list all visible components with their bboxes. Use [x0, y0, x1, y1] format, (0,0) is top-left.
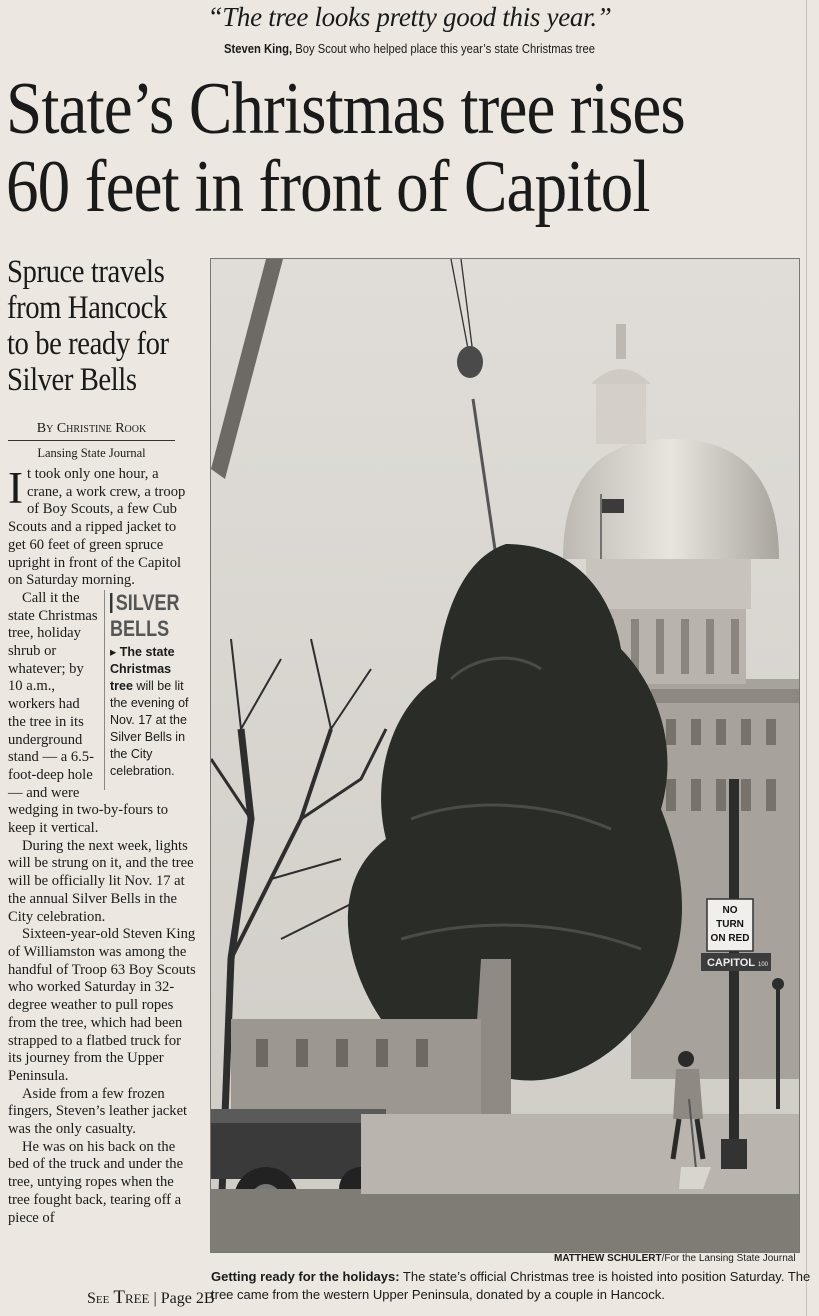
sign-on-red: ON RED: [710, 933, 750, 944]
column-rule: [806, 0, 807, 1316]
photographer-org: /For the Lansing State Journal: [661, 1253, 796, 1264]
jump-page: Page 2B: [160, 1290, 215, 1307]
caption-text: The state’s official Christmas tree is hoisted into position Saturday. The tree came from the western Upper Peninsula, donated by a couple in Hancock.: [211, 1269, 811, 1302]
street-sign: CAPITOL: [706, 957, 756, 969]
paragraph-5: Aside from a few frozen fingers, Steven’s leather jacket was the only casualty.: [8, 1085, 188, 1138]
left-building: [231, 1019, 481, 1119]
caption-lead: Getting ready for the holidays:: [211, 1269, 400, 1284]
deck-line-1: Spruce travels: [7, 254, 165, 290]
sign-no: NO: [722, 905, 738, 916]
deck-line-2: from Hancock: [7, 290, 167, 326]
jump-see: See: [87, 1290, 110, 1307]
sidebar-text: ▸ The state Christmas tree will be lit the evening of Nov. 17 at the Silver Bells in the City celebration.: [110, 644, 189, 778]
sidebar-box: [104, 590, 196, 790]
headline-line-2: 60 feet in front of Capitol: [6, 146, 650, 228]
headline-line-1: State’s Christmas tree rises: [6, 68, 685, 150]
sidebar-title: SILVER BELLS: [110, 589, 180, 641]
paragraph-1: It took only one hour, a crane, a work crew, a troop of Boy Scouts, a few Cub Scouts and a ripped jacket to get 60 feet of green spruce upright in front of the Capitol on Saturday morning.: [8, 463, 186, 589]
photo-caption: [211, 1268, 811, 1304]
deck-line-4: Silver Bells: [7, 362, 137, 398]
drop-cap: I: [8, 463, 23, 513]
article-body: [8, 463, 196, 1227]
deck-line-3: to be ready for: [7, 326, 169, 362]
paragraph-2: SILVER BELLS ▸ The state Christmas tree will be lit the evening of Nov. 17 at the Silver Bells in the City celebration. Call it the state Christmas tree, holiday shrub or whatever; by 10 a.m., workers had the tree in its underground stand — a 6.5-foot-deep hole — and were wedging in two-by-fours to keep it vertical.: [8, 590, 196, 838]
photo-credit: [554, 1253, 796, 1264]
jump-line: [87, 1287, 215, 1309]
news-photo: [210, 258, 800, 1253]
photographer-name: MATTHEW SCHULERT: [554, 1253, 662, 1264]
street-sign-number: 100: [757, 962, 769, 968]
sidebar-bar: [110, 593, 112, 613]
headline: [6, 70, 710, 226]
paragraph-4: Sixteen-year-old Steven King of Williamston was among the handful of Troop 63 Boy Scouts who worked Saturday in 32-degree weather to pull ropes from the tree, which had been strapped to a flatbed truck for its journey from the Upper Peninsula.: [8, 926, 196, 1084]
byline-block: [8, 421, 175, 461]
paragraph-6: He was on his back on the bed of the truck and under the tree, untying ropes when the tree fought back, tearing off a piece of: [8, 1138, 184, 1226]
deck: [7, 254, 177, 398]
attribution-title: Boy Scout who helped place this year’s state Christmas tree: [295, 42, 596, 56]
jump-separator: |: [153, 1290, 157, 1307]
quote-attribution: [41, 42, 778, 56]
street: [211, 1189, 799, 1252]
sign-turn: TURN: [716, 919, 744, 930]
attribution-name: Steven King,: [223, 42, 293, 56]
capitol-tree-illustration: [211, 259, 799, 1252]
jump-topic: Tree: [113, 1287, 150, 1308]
paragraph-3: During the next week, lights will be strung on it, and the tree will be officially lit Nov. 17 at the annual Silver Bells in the City celebration.: [8, 837, 194, 925]
pull-quote: “The tree looks pretty good this year.”: [207, 2, 612, 32]
byline: By Christine Rook: [8, 421, 175, 441]
affiliation: Lansing State Journal: [37, 446, 146, 460]
